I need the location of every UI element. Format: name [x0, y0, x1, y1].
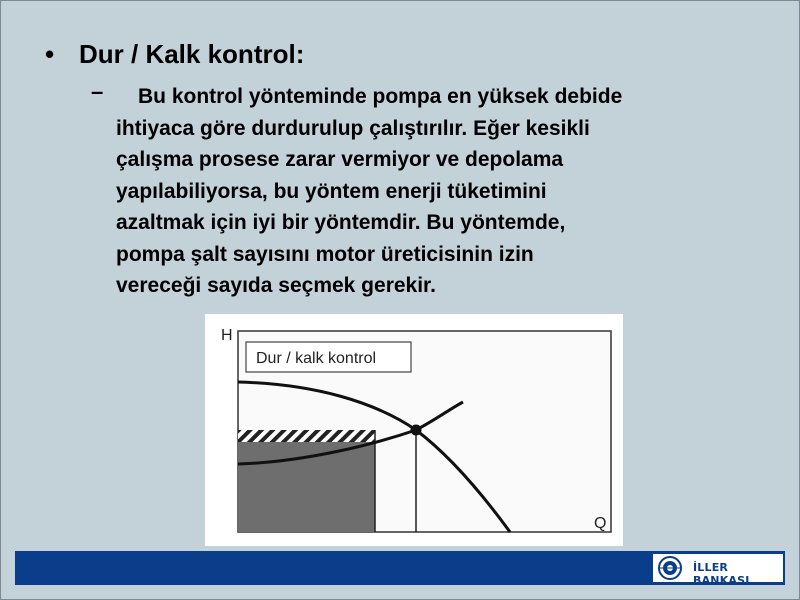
- paragraph-line: ihtiyaca göre durdurulup çalıştırılır. Eğer kesikli: [116, 116, 590, 140]
- paragraph-line: vereceği sayıda seçmek gerekir.: [116, 274, 436, 297]
- iller-bankasi-logo-icon: [657, 556, 683, 580]
- hatched-strip: [238, 430, 375, 442]
- title-row: [45, 39, 305, 70]
- sub-bullet-dash: –: [91, 79, 104, 104]
- paragraph-line: pompa şalt sayısını motor üreticisinin izin: [116, 242, 534, 266]
- x-axis-label: Q: [594, 515, 607, 532]
- operating-point: [411, 425, 422, 436]
- paragraph-line: Bu kontrol yönteminde pompa en yüksek debide: [138, 85, 623, 108]
- energy-area: [238, 442, 375, 532]
- figure-caption: Dur / kalk kontrol: [256, 350, 377, 367]
- y-axis-label: H: [221, 327, 233, 344]
- paragraph-line: yapılabiliyorsa, bu yöntem enerji tüketimini: [116, 179, 547, 203]
- logo-text: İLLER BANKASI: [693, 561, 750, 587]
- pump-curve-figure: [205, 314, 623, 546]
- paragraph-line: çalışma prosese zarar vermiyor ve depolama: [116, 148, 564, 171]
- slide-title: Dur / Kalk kontrol:: [79, 39, 305, 69]
- pump-curve-diagram: [205, 314, 623, 546]
- footer-logo: [653, 554, 783, 587]
- paragraph-line: azaltmak için iyi bir yöntemdir. Bu yöntemde,: [116, 211, 566, 234]
- body-paragraph: [116, 81, 776, 302]
- bullet-glyph: •: [45, 39, 55, 69]
